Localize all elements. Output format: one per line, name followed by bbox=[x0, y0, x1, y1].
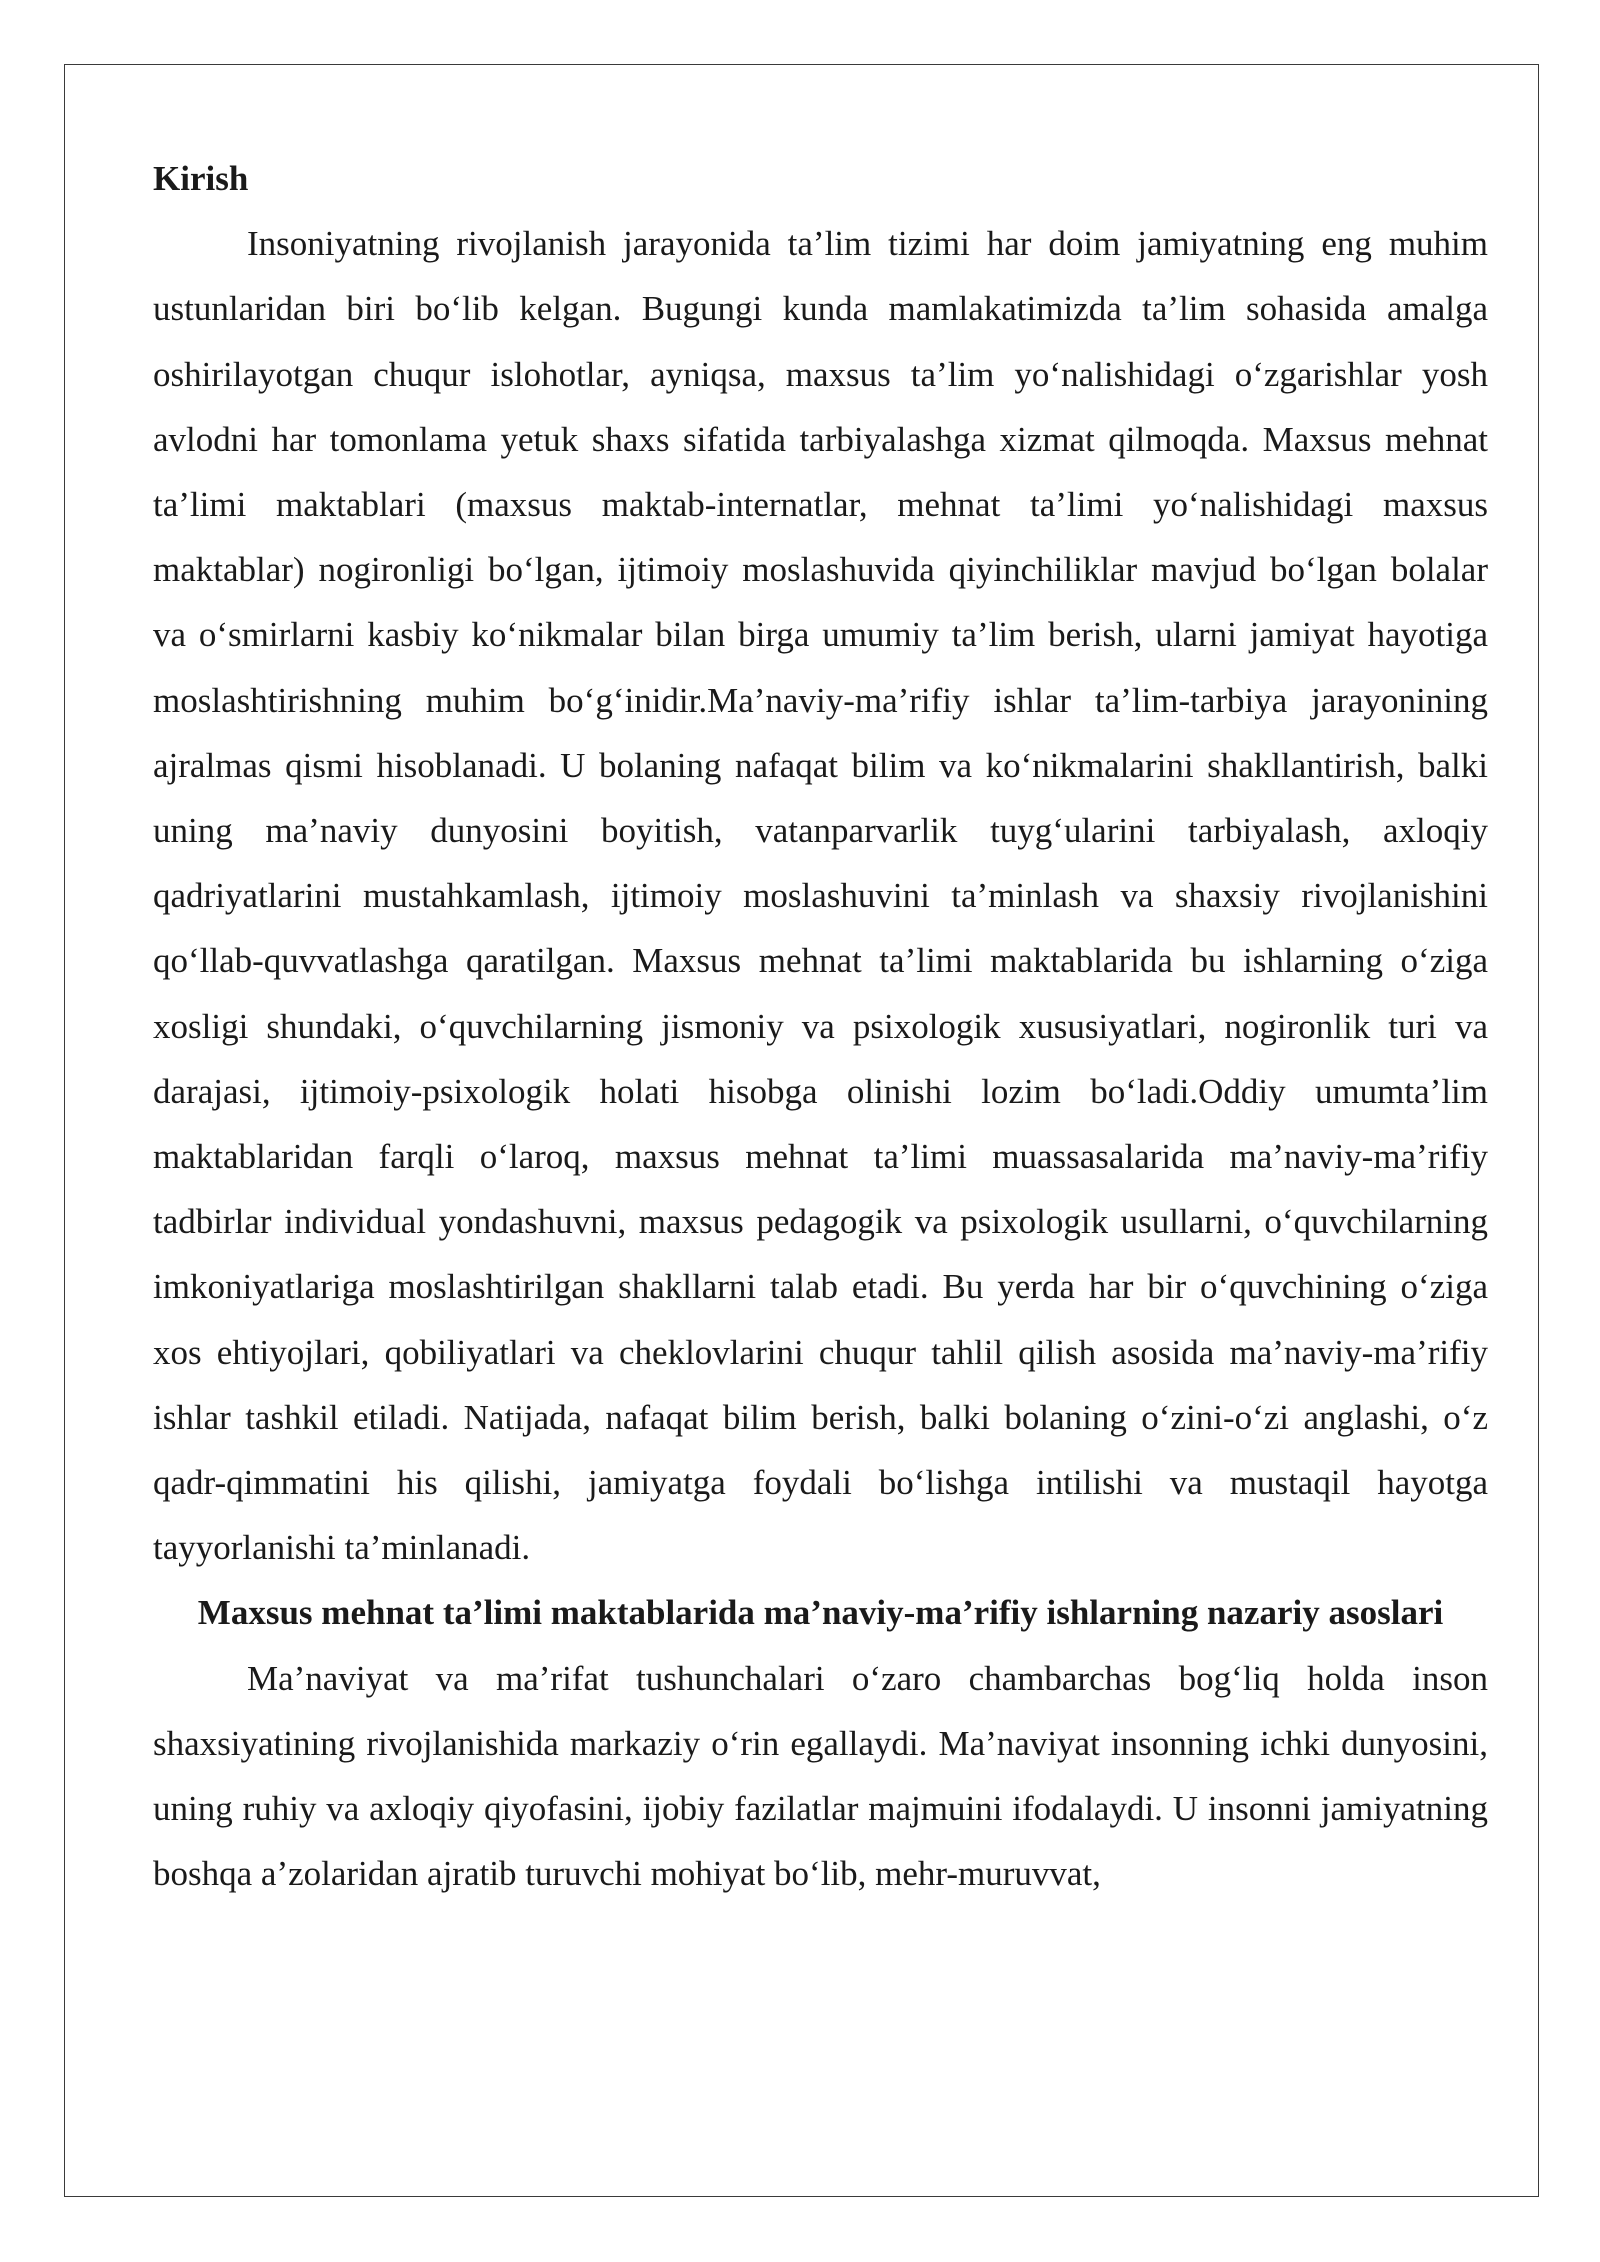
section-title: Maxsus mehnat ta’limi maktablarida ma’naviy-ma’rifiy ishlarning nazariy asoslari bbox=[197, 1593, 1444, 1633]
intro-heading: Kirish bbox=[153, 159, 249, 198]
intro-paragraph: Insoniyatning rivojlanish jarayonida ta’lim tizimi har doim jamiyatning eng muhim ustunlaridan biri bo‘lib kelgan. Bugungi kunda mamlakatimizda ta’lim sohasida amalga oshirilayotgan chuqur islohotlar, ayniqsa, maxsus ta’lim yo‘nalishidagi o‘zgarishlar yosh avlodni har tomonlama yetuk shaxs sifatida tarbiyalashga xizmat qilmoqda. Maxsus mehnat ta’limi maktablari (maxsus maktab-internatlar, mehnat ta’limi yo‘nalishidagi maxsus maktablar) nogironligi bo‘lgan, ijtimoiy moslashuvida qiyinchiliklar mavjud bo‘lgan bolalar va o‘smirlarni kasbiy ko‘nikmalar bilan birga umumiy ta’lim berish, ularni jamiyat hayotiga moslashtirishning muhim bo‘g‘inidir.Ma’naviy-ma’rifiy ishlar ta’lim-tarbiya jarayonining ajralmas qismi hisoblanadi. U bolaning nafaqat bilim va ko‘nikmalarini shakllantirish, balki uning ma’naviy dunyosini boyitish, vatanparvarlik tuyg‘ularini tarbiyalash, axloqiy qadriyatlarini mustahkamlash, ijtimoiy moslashuvini ta’minlash va shaxsiy rivojlanishini qo‘llab-quvvatlashga qaratilgan. Maxsus mehnat ta’limi maktablarida bu ishlarning o‘ziga xosligi shundaki, o‘quvchilarning jismoniy va psixologik xususiyatlari, nogironlik turi va darajasi, ijtimoiy-psixologik holati hisobga olinishi lozim bo‘ladi.Oddiy umumta’lim maktablaridan farqli o‘laroq, maxsus mehnat ta’limi muassasalarida ma’naviy-ma’rifiy tadbirlar individual yondashuvni, maxsus pedagogik va psixologik usullarni, o‘quvchilarning imkoniyatlariga moslashtirilgan shakllarni talab etadi. Bu yerda har bir o‘quvchining o‘ziga xos ehtiyojlari, qobiliyatlari va cheklovlarini chuqur tahlil qilish asosida ma’naviy-ma’rifiy ishlar tashkil etiladi. Natijada, nafaqat bilim berish, balki bolaning o‘zini-o‘zi anglashi, o‘z qadr-qimmatini his qilishi, jamiyatga foydali bo‘lishga intilishi va mustaqil hayotga tayyorlanishi ta’minlanadi. bbox=[153, 224, 1488, 1568]
section-paragraph: Ma’naviyat va ma’rifat tushunchalari o‘zaro chambarchas bog‘liq holda inson shaxsiyatining rivojlanishida markaziy o‘rin egallaydi. Ma’naviyat insonning ichki dunyosini, uning ruhiy va axloqiy qiyofasini, ijobiy fazilatlar majmuini ifodalaydi. U insonni jamiyatning boshqa a’zolaridan ajratib turuvchi mohiyat bo‘lib, mehr-muruvvat, bbox=[153, 1658, 1488, 1894]
document-body bbox=[153, 146, 1488, 1906]
